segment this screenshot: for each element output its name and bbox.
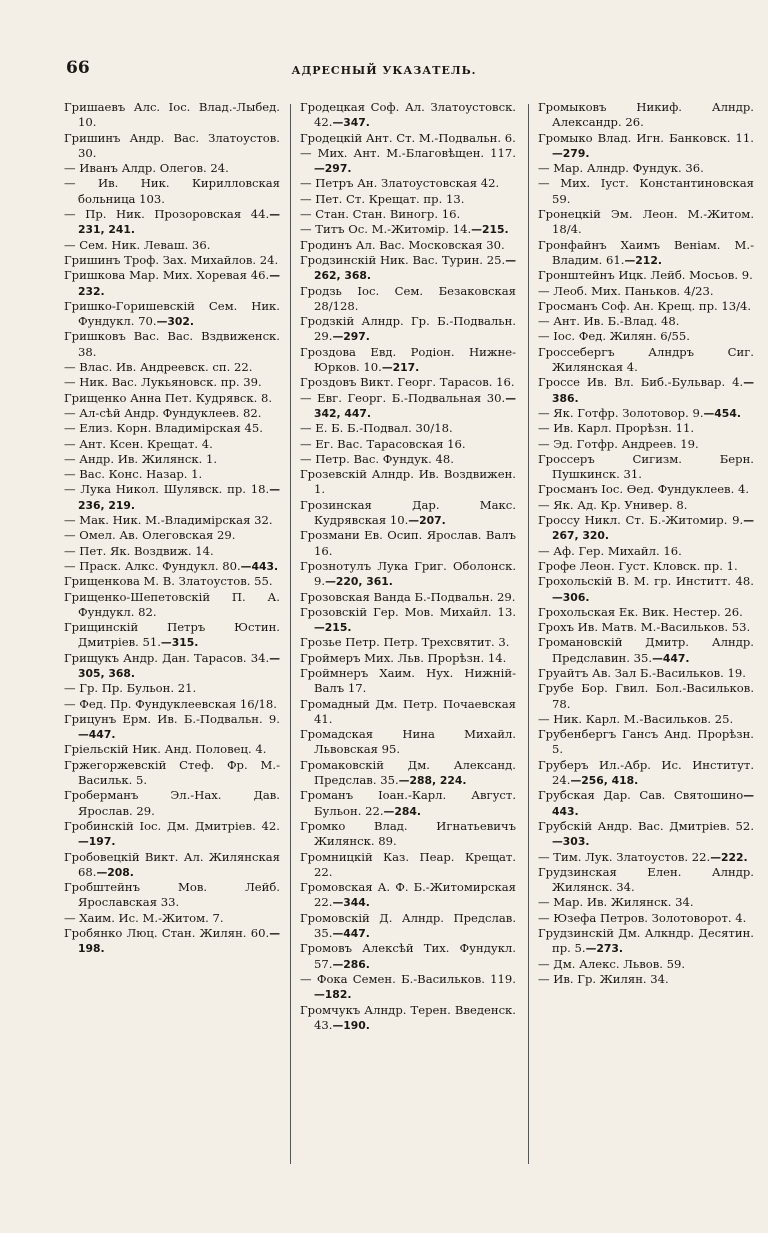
directory-entry: Гришинъ Троф. Зах. Михайлов. 24. xyxy=(64,252,279,267)
directory-entry: Громанъ Іоан.-Карл. Август. Бульон. 22.—284. xyxy=(300,788,516,818)
directory-entry: Грознотулъ Лука Григ. Оболонск. 9.—220, 361. xyxy=(300,558,516,589)
directory-entry: Гроздова Евд. Родіон. Нижне-Юрков. 10.—217. xyxy=(300,344,516,375)
directory-entry: — Мар. Ив. Жилянск. 34. xyxy=(538,895,694,910)
directory-entry: Гронецкій Эм. Леон. М.-Житом. 18/4. xyxy=(538,207,754,237)
directory-entry: Громадская Нина Михайл. Львовская 95. xyxy=(300,727,516,757)
directory-entry: Гродзинскій Ник. Вас. Турин. 25.—262, 368. xyxy=(300,252,516,283)
directory-entry: Гродзь Іос. Сем. Безаковская 28/128. xyxy=(300,283,516,313)
directory-entry: — Евг. Георг. Б.-Подвальная 30.—342, 447. xyxy=(300,390,516,420)
directory-entry: Громановскій Дмитр. Алндр. Предславин. 35.—447. xyxy=(538,635,754,665)
page-header xyxy=(66,58,702,82)
running-title: АДРЕСНЫЙ УКАЗАТЕЛЬ. xyxy=(291,64,477,77)
directory-entry: — Стан. Стан. Виногр. 16. xyxy=(300,207,461,222)
directory-entry: Грищенко Анна Пет. Кудрявск. 8. xyxy=(64,390,273,405)
directory-entry: Гроссебергъ Алндръ Сиг. Жилянская 4. xyxy=(538,344,754,375)
directory-entry: — Пр. Ник. Прозоровская 44.—231, 241. xyxy=(64,207,280,237)
directory-entry: — Андр. Ив. Жилянск. 1. xyxy=(64,451,218,466)
directory-entry: — Пет. Ст. Крещат. пр. 13. xyxy=(300,191,465,206)
directory-entry: Громовская А. Ф. Б.-Житомирская 22.—344. xyxy=(300,880,516,910)
directory-entry: — Тим. Лук. Златоустов. 22.—222. xyxy=(538,849,748,864)
directory-entry: Гроймеръ Мих. Льв. Прорѣзн. 14. xyxy=(300,650,507,665)
directory-entry: Грофе Леон. Густ. Кловск. пр. 1. xyxy=(538,558,738,573)
directory-entry: Громовскій Д. Алндр. Предслав. 35.—447. xyxy=(300,910,516,941)
directory-entry: Гріельскій Ник. Анд. Половец. 4. xyxy=(64,742,267,757)
directory-entry: — Праск. Алкс. Фундукл. 80.—443. xyxy=(64,558,279,573)
directory-entry: — Мар. Алндр. Фундук. 36. xyxy=(538,161,704,176)
directory-entry: — Елиз. Корн. Владимірская 45. xyxy=(64,421,263,436)
directory-entry: — Ант. Ксен. Крещат. 4. xyxy=(64,436,213,451)
directory-entry: — Фока Семен. Б.-Васильков. 119.—182. xyxy=(300,971,516,1002)
directory-entry: Гродецкій Ант. Ст. М.-Подвальн. 6. xyxy=(300,130,516,145)
directory-entry: — Як. Ад. Кр. Универ. 8. xyxy=(538,497,688,512)
column-2 xyxy=(300,100,516,1180)
directory-entry: — Леоб. Мих. Паньков. 4/23. xyxy=(538,283,714,298)
directory-entry: — Иванъ Алдр. Олегов. 24. xyxy=(64,161,229,176)
directory-entry: Громыковъ Никиф. Алндр. Александр. 26. xyxy=(538,100,754,130)
directory-entry: Гришаевъ Алс. Іос. Влад.-Лыбед. 10. xyxy=(64,100,280,130)
directory-entry: Груберъ Ил.-Абр. Ис. Институт. 24.—256, 418. xyxy=(538,757,754,788)
directory-entry: Гросманъ Соф. Ан. Крещ. пр. 13/4. xyxy=(538,298,752,313)
directory-entry: Грищукъ Андр. Дан. Тарасов. 34.—305, 368. xyxy=(64,650,280,680)
directory-entry: — Влас. Ив. Андреевск. сп. 22. xyxy=(64,360,253,375)
directory-entry: — Петр. Вас. Фундук. 48. xyxy=(300,451,454,466)
directory-entry: — Лука Никол. Шулявск. пр. 18.—236, 219. xyxy=(64,482,280,512)
directory-entry: Грозье Петр. Петр. Трехсвятит. 3. xyxy=(300,635,510,650)
directory-entry: — Петръ Ан. Златоустовская 42. xyxy=(300,176,500,191)
directory-entry: Гродзкій Алндр. Гр. Б.-Подвальн. 29.—297. xyxy=(300,314,516,344)
directory-entry: Грозинская Дар. Макс. Кудрявская 10.—207. xyxy=(300,497,516,528)
directory-entry: Грищинскій Петръ Юстин. Дмитріев. 51.—315. xyxy=(64,620,280,650)
directory-entry: Гроздовъ Викт. Георг. Тарасов. 16. xyxy=(300,375,515,390)
directory-entry: Громко Влад. Игнатьевичъ Жилянск. 89. xyxy=(300,818,516,849)
directory-entry: — Сем. Ник. Леваш. 36. xyxy=(64,237,211,252)
directory-entry: Гродинъ Ал. Вас. Московская 30. xyxy=(300,237,505,252)
directory-entry: Гродецкая Соф. Ал. Златоустовск. 42.—347. xyxy=(300,100,516,130)
directory-entry: — Аф. Гер. Михайл. 16. xyxy=(538,543,682,558)
directory-entry: — Мак. Ник. М.-Владимірская 32. xyxy=(64,513,273,528)
directory-entry: — Пет. Як. Воздвиж. 14. xyxy=(64,543,214,558)
directory-entry: Груайтъ Ав. Зал Б.-Васильков. 19. xyxy=(538,665,746,680)
directory-entry: Гроберманъ Эл.-Нах. Дав. Ярослав. 29. xyxy=(64,788,280,818)
directory-entry: Грохольскій В. М. гр. Инститт. 48.—306. xyxy=(538,574,754,604)
directory-entry: — Ег. Вас. Тарасовская 16. xyxy=(300,436,466,451)
directory-entry: Гроссеръ Сигизм. Берн. Пушкинск. 31. xyxy=(538,451,754,482)
directory-entry: Гросманъ Іос. Ѳед. Фундуклеев. 4. xyxy=(538,482,750,497)
directory-entry: — Ал-сѣй Андр. Фундуклеев. 82. xyxy=(64,405,262,420)
directory-entry: — Гр. Пр. Бульон. 21. xyxy=(64,681,197,696)
directory-entry: — Хаим. Ис. М.-Житом. 7. xyxy=(64,910,224,925)
directory-entry: Грохъ Ив. Матв. М.-Васильков. 53. xyxy=(538,620,751,635)
directory-entry: Гробинскій Іос. Дм. Дмитріев. 42.—197. xyxy=(64,818,280,849)
directory-entry: — Ив. Ник. Кирилловская больница 103. xyxy=(64,176,280,206)
directory-entry: Громницкій Каз. Пеар. Крещат. 22. xyxy=(300,849,516,879)
directory-entry: Гробянко Люц. Стан. Жилян. 60.—198. xyxy=(64,926,280,956)
directory-entry: Гронфайнъ Хаимъ Веніам. М.-Владим. 61.—212. xyxy=(538,237,754,267)
directory-entry: — Мих. Іуст. Константиновская 59. xyxy=(538,176,754,206)
directory-entry: Грицунъ Ерм. Ив. Б.-Подвальн. 9.—447. xyxy=(64,711,280,742)
directory-entry: — Юзефа Петров. Золотоворот. 4. xyxy=(538,910,747,925)
directory-entry: Грозевскій Алндр. Ив. Воздвижен. 1. xyxy=(300,467,516,497)
directory-entry: — Вас. Конс. Назар. 1. xyxy=(64,467,203,482)
directory-entry: — Е. Б. Б.-Подвал. 30/18. xyxy=(300,421,453,436)
directory-entry: — Мих. Ант. М.-Благовѣщен. 117.—297. xyxy=(300,145,516,176)
directory-entry: — Ив. Карл. Прорѣзн. 11. xyxy=(538,421,695,436)
directory-entry: Громыко Влад. Игн. Банковск. 11.—279. xyxy=(538,130,754,160)
directory-entry: Гришкова Мар. Мих. Хоревая 46.—232. xyxy=(64,268,280,298)
directory-entry: Грубенбергъ Гансъ Анд. Прорѣзн. 5. xyxy=(538,727,754,757)
directory-entry: Гроссе Ив. Вл. Биб.-Бульвар. 4.—386. xyxy=(538,375,754,405)
directory-entry: — Эд. Готфр. Андреев. 19. xyxy=(538,436,699,451)
directory-entry: Гроймнеръ Хаим. Нух. Нижній-Валъ 17. xyxy=(300,665,516,696)
directory-entry: Гробштейнъ Мов. Лейб. Ярославская 33. xyxy=(64,880,280,910)
column-1 xyxy=(64,100,280,1180)
directory-entry: Грищенко-Шепетовскій П. А. Фундукл. 82. xyxy=(64,589,280,619)
directory-entry: Грозовскій Гер. Мов. Михайл. 13.—215. xyxy=(300,604,516,635)
directory-entry: Гроссу Никл. Ст. Б.-Житомир. 9.—267, 320. xyxy=(538,513,754,543)
directory-entry: Грохольская Ек. Вик. Нестер. 26. xyxy=(538,604,743,619)
page-number: 66 xyxy=(66,58,90,78)
directory-columns xyxy=(64,100,754,1180)
directory-entry: Гришинъ Андр. Вас. Златоустов. 30. xyxy=(64,130,280,160)
directory-entry: — Ив. Гр. Жилян. 34. xyxy=(538,971,669,986)
directory-entry: — Омел. Ав. Олеговская 29. xyxy=(64,528,236,543)
directory-entry: Гронштейнъ Ицк. Лейб. Мосьов. 9. xyxy=(538,268,753,283)
directory-entry: Грудзинскій Дм. Алкндр. Десятин. пр. 5.—273. xyxy=(538,926,754,956)
directory-entry: Громчукъ Алндр. Терен. Введенск. 43.—190. xyxy=(300,1002,516,1032)
directory-entry: Гришко-Горишевскій Сем. Ник. Фундукл. 70.—302. xyxy=(64,298,280,329)
directory-entry: Гришковъ Вас. Вас. Вздвиженск. 38. xyxy=(64,329,280,359)
directory-entry: Грубе Бор. Гвил. Бол.-Васильков. 78. xyxy=(538,681,754,711)
directory-entry: Грищенкова М. В. Златоустов. 55. xyxy=(64,574,273,589)
directory-entry: Громадный Дм. Петр. Почаевская 41. xyxy=(300,696,516,726)
directory-entry: — Ник. Карл. М.-Васильков. 25. xyxy=(538,711,734,726)
directory-entry: — Ник. Вас. Лукьяновск. пр. 39. xyxy=(64,375,262,390)
directory-entry: Грозмани Ев. Осип. Ярослав. Валъ 16. xyxy=(300,528,516,558)
directory-entry: Гробовецкій Викт. Ал. Жилянская 68.—208. xyxy=(64,849,280,879)
directory-entry: Грудзинская Елен. Алндр. Жилянск. 34. xyxy=(538,864,754,895)
directory-entry: Грозовская Ванда Б.-Подвальн. 29. xyxy=(300,589,516,604)
directory-entry: — Дм. Алекс. Львов. 59. xyxy=(538,956,686,971)
directory-entry: — Іос. Фед. Жилян. 6/55. xyxy=(538,329,690,344)
directory-entry: — Титъ Ос. М.-Житомір. 14.—215. xyxy=(300,222,509,237)
directory-entry: — Фед. Пр. Фундуклеевская 16/18. xyxy=(64,696,277,711)
directory-entry: Грубская Дар. Сав. Святошино—443. xyxy=(538,788,754,818)
directory-entry: — Ант. Ив. Б.-Влад. 48. xyxy=(538,314,680,329)
directory-entry: Громовъ Алексѣй Тих. Фундукл. 57.—286. xyxy=(300,941,516,971)
column-3 xyxy=(538,100,754,1180)
directory-entry: Гржегоржевскій Стеф. Фр. М.-Васильк. 5. xyxy=(64,757,280,788)
directory-entry: Грубскій Андр. Вас. Дмитріев. 52.—303. xyxy=(538,818,754,849)
directory-entry: Громаковскій Дм. Александ. Предслав. 35.—288, 224. xyxy=(300,757,516,788)
directory-entry: — Як. Готфр. Золотовор. 9.—454. xyxy=(538,405,741,420)
